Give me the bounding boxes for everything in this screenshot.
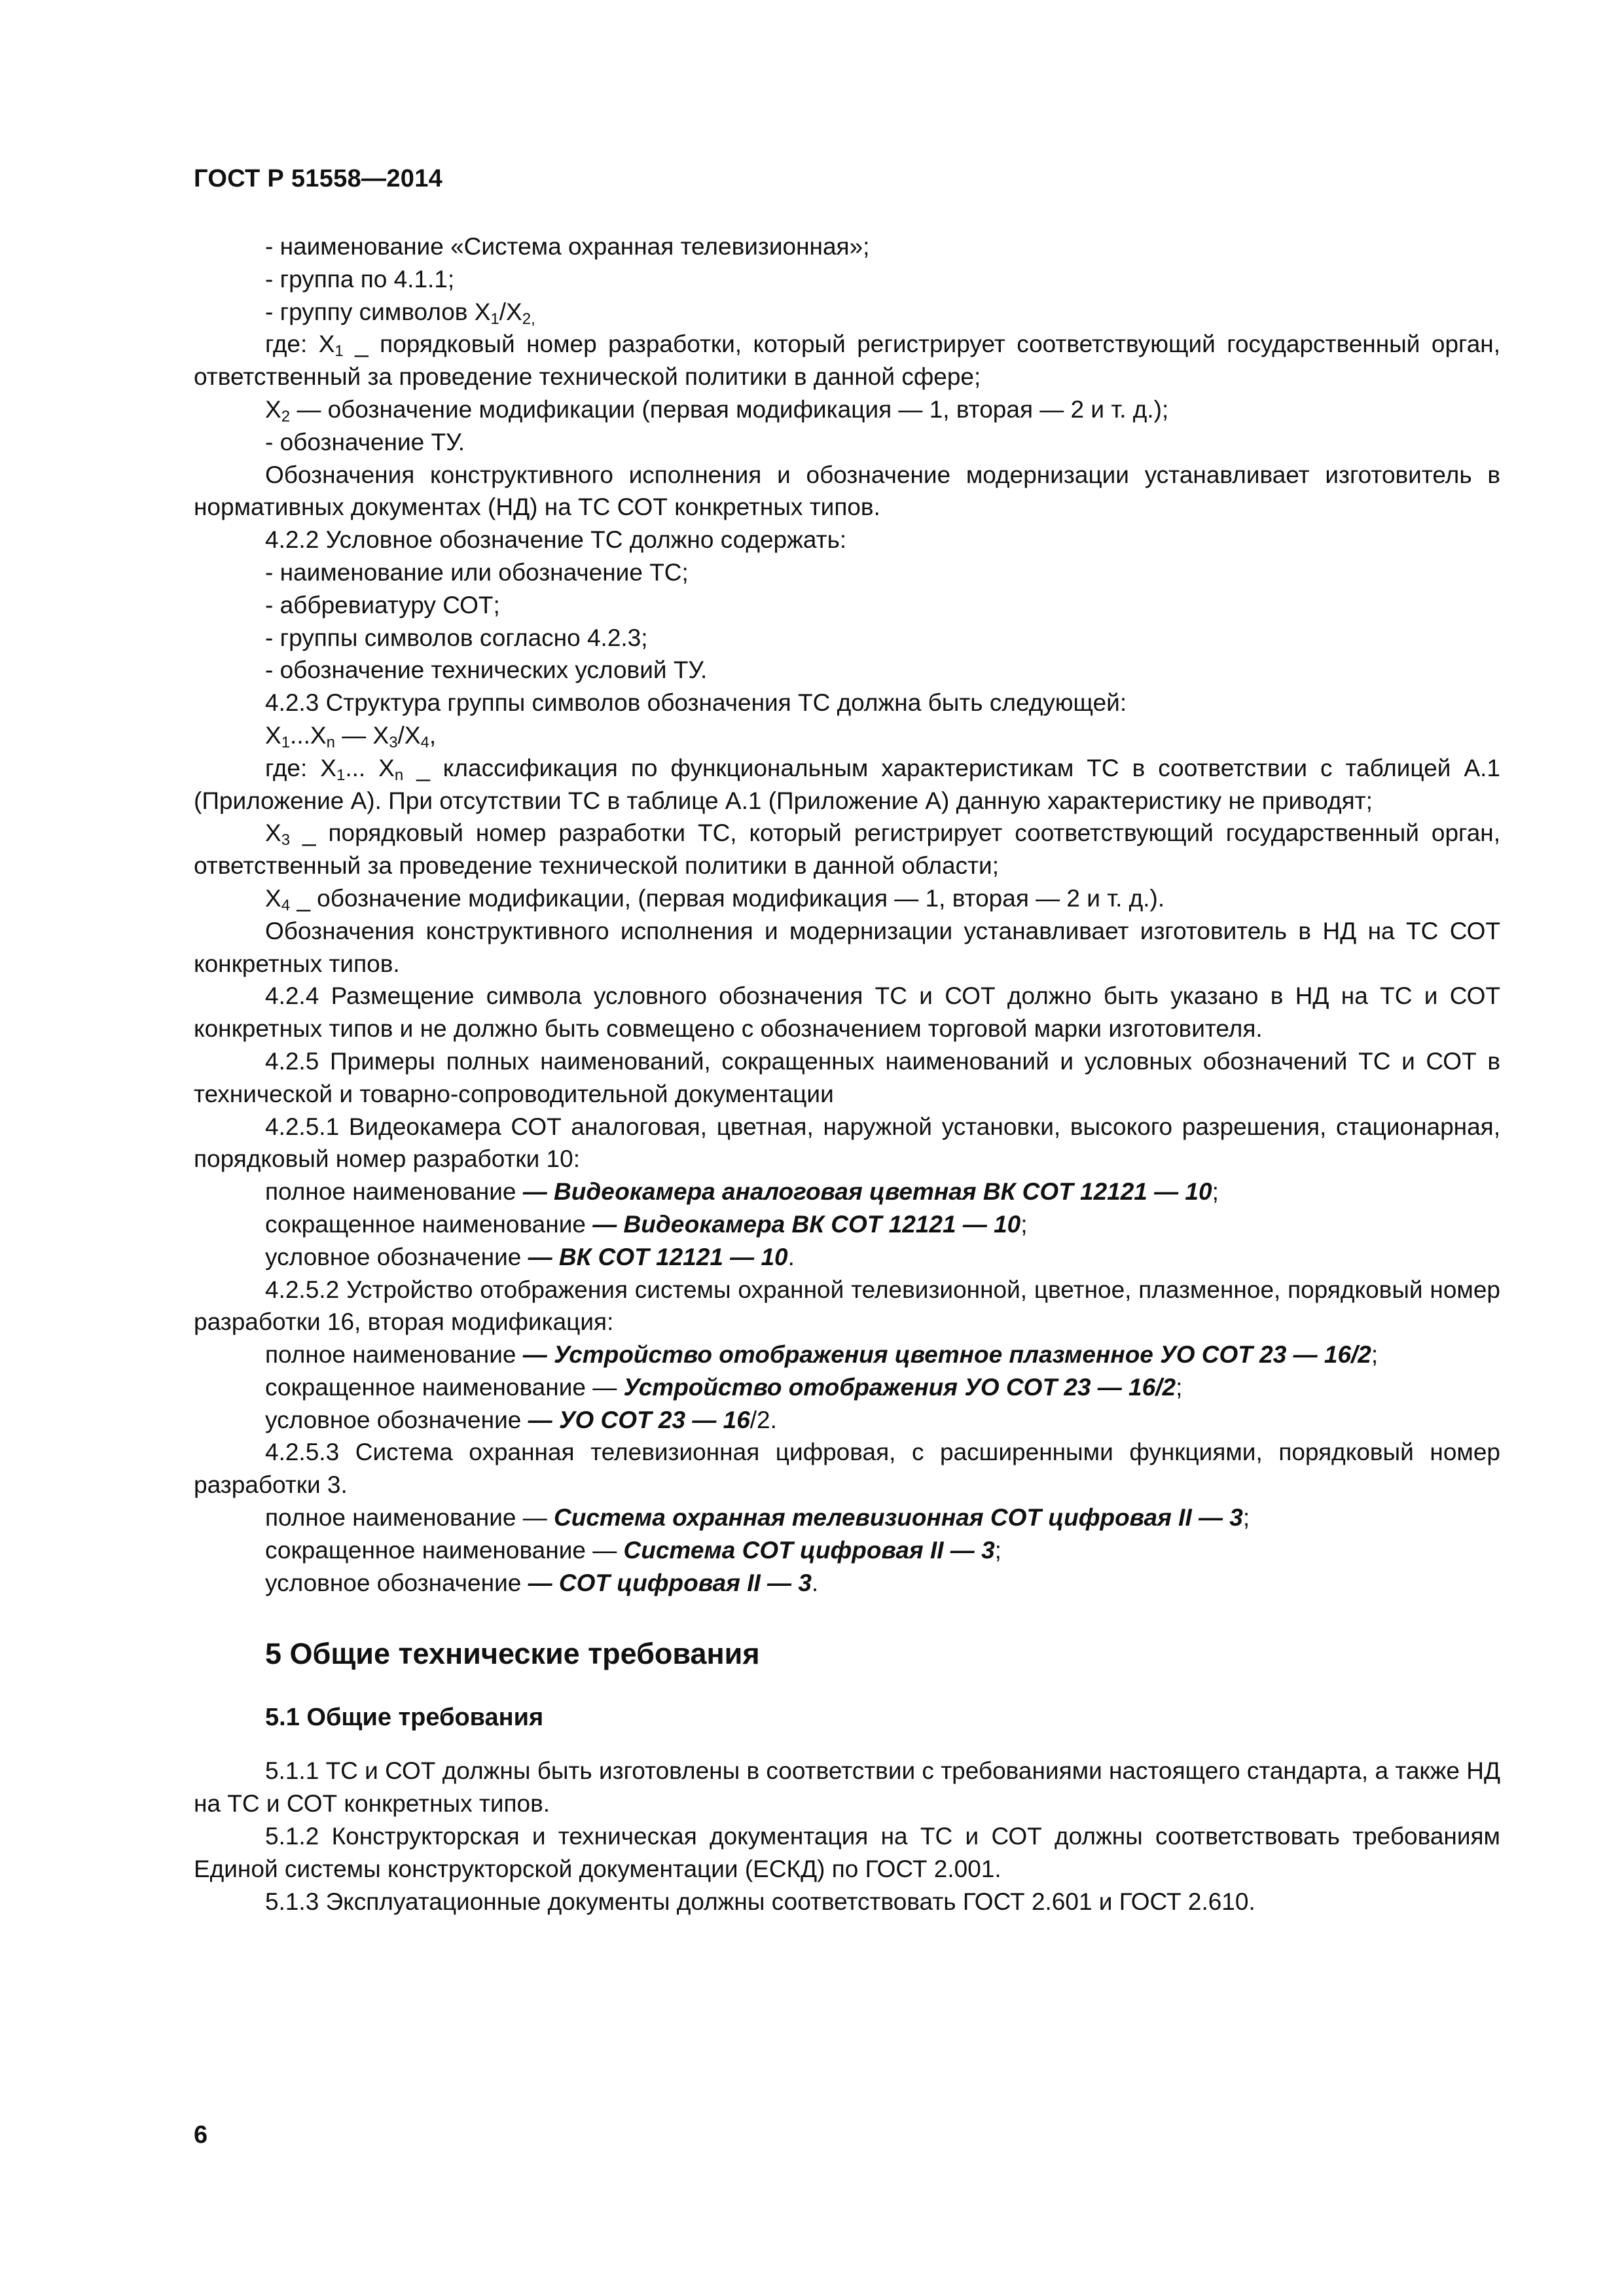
example-line (194, 1404, 1500, 1437)
list-item: - обозначение технических условий ТУ. (265, 656, 708, 684)
subsection-heading: 5.1 Общие требования (265, 1704, 544, 1732)
clause-5-1-3: 5.1.3 Эксплуатационные документы должны соответствовать ГОСТ 2.601 и ГОСТ 2.610. (265, 1888, 1255, 1915)
text: _ классификация по функциональным характеристикам ТС в соответствии с таблицей А.1 (Приложение А). При отсутствии ТС в таблице А.1 (Приложение А) данную характеристику не приводят; (194, 754, 1500, 814)
paragraph (194, 817, 1500, 882)
subscript: 3 (389, 733, 398, 751)
clause-4-2-3: 4.2.3 Структура группы символов обозначения ТС должна быть следующей: (265, 689, 1127, 717)
standard-header: ГОСТ Р 51558—2014 (194, 165, 443, 192)
clause-4-2-2: 4.2.2 Условное обозначение ТС должно содержать: (265, 526, 847, 554)
example-line (194, 1175, 1500, 1208)
subscript: 2, (522, 310, 535, 328)
paragraph: Обозначения конструктивного исполнения и модернизации устанавливает изготовитель в НД на ТС СОТ конкретных типов. (194, 917, 1500, 977)
text: _ порядковый номер разработки ТС, который регистрирует соответствующий государственный орган, ответственный за проведение технической политики в данной области; (194, 819, 1500, 880)
example-line (194, 1371, 1500, 1404)
text: ... X (345, 754, 395, 781)
clause-5-1-1: 5.1.1 ТС и СОТ должны быть изготовлены в соответствии с требованиями настоящего стандарта, а также НД на ТС и СОТ конкретных типов. (194, 1757, 1500, 1818)
text: /2. (749, 1406, 777, 1433)
text: полное наименование (265, 1341, 523, 1369)
text: , (429, 721, 437, 749)
example-line (194, 1241, 1500, 1274)
text: X (265, 819, 281, 847)
text: X (265, 884, 281, 912)
text: условное обозначение (265, 1406, 528, 1433)
text: полное наименование — (265, 1504, 554, 1532)
text: ...X (290, 721, 327, 749)
clause-5-1-2: 5.1.2 Конструкторская и техническая документация на ТС и СОТ должны соответствовать требованиям Единой системы конструкторской документации (ЕСКД) по ГОСТ 2.001. (194, 1823, 1500, 1882)
text: сокращенное наименование — (265, 1536, 624, 1564)
paragraph (194, 752, 1500, 817)
text: X (265, 721, 281, 749)
text: - группу символов X (265, 298, 491, 325)
symbol-structure (194, 719, 1500, 752)
paragraph: Обозначения конструктивного исполнения и обозначение модернизации устанавливает изготовитель в нормативных документах (НД) на ТС СОТ конкретных типов. (194, 461, 1500, 521)
text: — X (334, 721, 389, 749)
paragraph (194, 393, 1500, 426)
bold-italic-text: — Видеокамера аналоговая цветная ВК СОТ 12121 — 10 (522, 1178, 1212, 1206)
text: /X (397, 721, 421, 749)
example-line (194, 1208, 1500, 1241)
subscript: n (394, 766, 404, 784)
subscript: 1 (336, 766, 346, 784)
section-heading: 5 Общие технические требования (265, 1637, 760, 1671)
text: _ порядковый номер разработки, который регистрирует соответствующий государственный орган, ответственный за проведение технической политики в данной сфере; (194, 331, 1500, 391)
document-body (194, 230, 1500, 1918)
text: _ обозначение модификации, (первая модификация — 1, вторая — 2 и т. д.). (290, 884, 1165, 912)
text: где: X (265, 754, 336, 781)
subscript: 3 (281, 831, 291, 850)
text: X (265, 395, 281, 423)
list-item: - наименование «Система охранная телевизионная»; (265, 233, 870, 260)
text: сокращенное наименование (265, 1210, 593, 1238)
text: ; (994, 1536, 1001, 1564)
list-item: - наименование или обозначение ТС; (265, 558, 689, 586)
text: где: X (265, 331, 335, 358)
list-item: - группа по 4.1.1; (265, 265, 455, 293)
bold-italic-text: — Устройство отображения цветное плазменное УО СОТ 23 — 16/2 (522, 1341, 1371, 1369)
text: . (787, 1243, 795, 1270)
example-line (194, 1534, 1500, 1567)
list-item: - аббревиатуру СОТ; (265, 591, 500, 619)
bold-italic-text: Система СОТ цифровая II — 3 (623, 1536, 995, 1564)
list-item: - обозначение ТУ. (265, 428, 465, 456)
paragraph (194, 882, 1500, 915)
bold-italic-text: — УО СОТ 23 — 16 (528, 1406, 750, 1433)
bold-italic-text: — ВК СОТ 12121 — 10 (528, 1243, 788, 1270)
text: /X (499, 298, 522, 325)
text: условное обозначение (265, 1569, 528, 1596)
clause-4-2-5-3: 4.2.5.3 Система охранная телевизионная цифровая, с расширенными функциями, порядковый номер разработки 3. (194, 1439, 1500, 1499)
subscript: 4 (420, 733, 429, 751)
text: сокращенное наименование — (265, 1373, 624, 1401)
bold-italic-text: Устройство отображения УО СОТ 23 — 16/2 (623, 1373, 1176, 1401)
text: ; (1020, 1210, 1028, 1238)
example-line (194, 1501, 1500, 1534)
example-line (194, 1338, 1500, 1371)
paragraph (194, 328, 1500, 393)
clause-4-2-5-2: 4.2.5.2 Устройство отображения системы охранной телевизионной, цветное, плазменное, порядковый номер разработки 16, вторая модификация: (194, 1276, 1500, 1336)
clause-4-2-4: 4.2.4 Размещение символа условного обозначения ТС и СОТ должно быть указано в НД на ТС и СОТ конкретных типов и не должно быть совмещено с обозначением торговой марки изготовителя. (194, 982, 1500, 1043)
example-line (194, 1567, 1500, 1600)
subscript: 1 (281, 733, 291, 751)
text: ; (1371, 1341, 1379, 1369)
bold-italic-text: Система охранная телевизионная СОТ цифровая II — 3 (554, 1504, 1243, 1532)
clause-4-2-5-1: 4.2.5.1 Видеокамера СОТ аналоговая, цветная, наружной установки, высокого разрешения, стационарная, порядковый номер разработки 10: (194, 1113, 1500, 1173)
bold-italic-text: — СОТ цифровая II — 3 (528, 1569, 812, 1596)
subscript: 2 (281, 407, 291, 425)
text: ; (1242, 1504, 1250, 1532)
list-item: - группы символов согласно 4.2.3; (265, 624, 648, 651)
text: условное обозначение (265, 1243, 528, 1270)
text: . (811, 1569, 819, 1596)
text: ; (1176, 1373, 1183, 1401)
subscript: 4 (281, 896, 291, 914)
list-item (194, 296, 1500, 329)
text: — обозначение модификации (первая модификация — 1, вторая — 2 и т. д.); (290, 395, 1169, 423)
text: ; (1212, 1178, 1219, 1206)
bold-italic-text: — Видеокамера ВК СОТ 12121 — 10 (592, 1210, 1021, 1238)
page-number: 6 (194, 2121, 208, 2149)
subscript: 1 (490, 310, 499, 328)
subscript: 1 (334, 342, 344, 361)
subscript: n (326, 733, 335, 751)
text: полное наименование (265, 1178, 523, 1206)
clause-4-2-5: 4.2.5 Примеры полных наименований, сокращенных наименований и условных обозначений ТС и СОТ в технической и товарно-сопроводительной документации (194, 1047, 1500, 1107)
